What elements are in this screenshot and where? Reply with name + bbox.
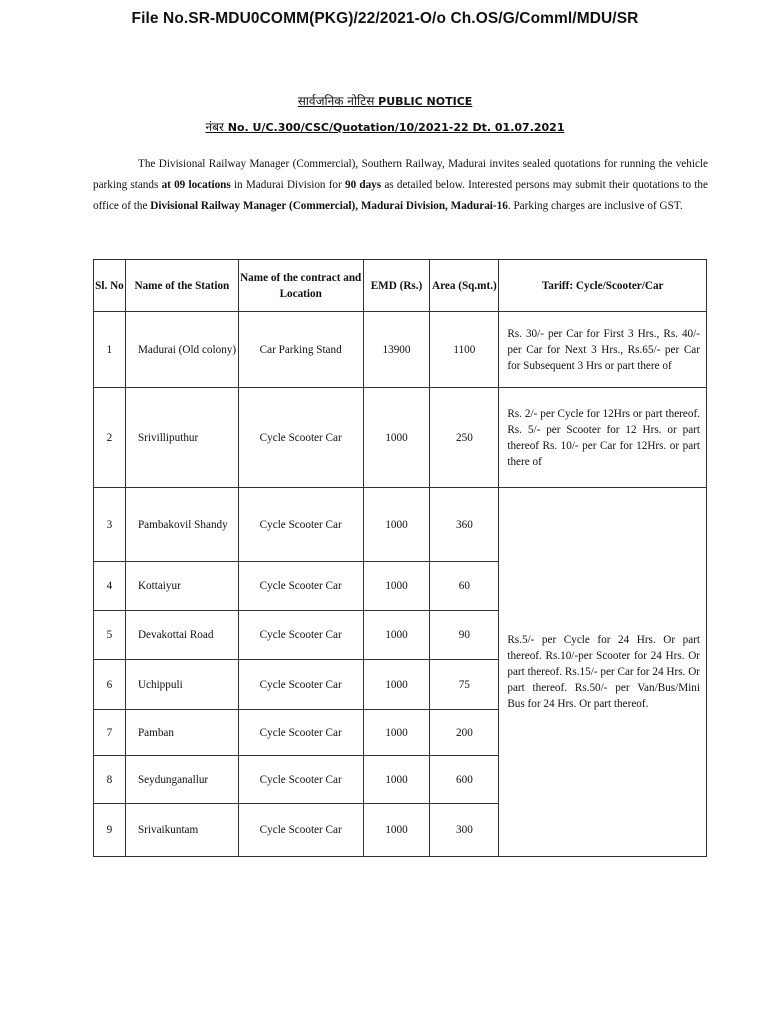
cell-emd: 1000 (363, 710, 430, 756)
cell-emd: 1000 (363, 562, 430, 611)
table-row (94, 312, 707, 388)
cell-contract: Cycle Scooter Car (238, 488, 363, 562)
cell-contract: Cycle Scooter Car (238, 756, 363, 804)
notice-reference (0, 118, 770, 135)
table-row (94, 488, 707, 562)
cell-contract: Cycle Scooter Car (238, 660, 363, 710)
cell-sl: 3 (94, 488, 126, 562)
cell-contract: Cycle Scooter Car (238, 562, 363, 611)
cell-emd: 1000 (363, 756, 430, 804)
intro-text: The Divisional Railway Manager (Commercial), Southern Railway, Madurai invites sealed quotations for running the vehicle parking stands (93, 158, 708, 191)
cell-emd: 1000 (363, 388, 430, 488)
cell-sl: 8 (94, 756, 126, 804)
intro-text: in Madurai Division for (230, 179, 345, 191)
cell-contract: Cycle Scooter Car (238, 611, 363, 660)
cell-area: 600 (430, 756, 499, 804)
cell-contract: Cycle Scooter Car (238, 388, 363, 488)
intro-bold-locations: at 09 locations (161, 179, 231, 191)
cell-area: 75 (430, 660, 499, 710)
cell-contract: Car Parking Stand (238, 312, 363, 388)
cell-station: Pamban (125, 710, 238, 756)
cell-emd: 1000 (363, 488, 430, 562)
cell-contract: Cycle Scooter Car (238, 804, 363, 857)
cell-area: 360 (430, 488, 499, 562)
cell-area: 200 (430, 710, 499, 756)
cell-contract: Cycle Scooter Car (238, 710, 363, 756)
file-number: File No.SR-MDU0COMM(PKG)/22/2021-O/o Ch.OS/G/Comml/MDU/SR (131, 10, 639, 27)
cell-area: 300 (430, 804, 499, 857)
notice-title-hindi: सार्वजनिक नोटिस (297, 94, 375, 108)
intro-bold-office: Divisional Railway Manager (Commercial), Madurai Division, Madurai-16 (150, 200, 508, 212)
notice-ref-number: No. U/C.300/CSC/Quotation/10/2021-22 Dt. 01.07.2021 (227, 121, 565, 134)
header-emd: EMD (Rs.) (363, 260, 430, 312)
table-row (94, 388, 707, 488)
cell-tariff: Rs. 30/- per Car for First 3 Hrs., Rs. 40/- per Car for Next 3 Hrs., Rs.65/- per Car for Subsequent 3 Hrs or part there of (499, 312, 707, 388)
cell-area: 90 (430, 611, 499, 660)
cell-station: Madurai (Old colony) (125, 312, 238, 388)
cell-tariff: Rs. 2/- per Cycle for 12Hrs or part thereof. Rs. 5/- per Scooter for 12 Hrs. or part thereof Rs. 10/- per Car for 12Hrs. or part there of (499, 388, 707, 488)
notice-title-english: PUBLIC NOTICE (378, 95, 473, 108)
header-tariff: Tariff: Cycle/Scooter/Car (499, 260, 707, 312)
cell-emd: 13900 (363, 312, 430, 388)
cell-sl: 2 (94, 388, 126, 488)
cell-sl: 7 (94, 710, 126, 756)
cell-station: Srivilliputhur (125, 388, 238, 488)
cell-station: Kottaiyur (125, 562, 238, 611)
cell-station: Seydunganallur (125, 756, 238, 804)
cell-sl: 5 (94, 611, 126, 660)
notice-title (0, 92, 770, 109)
cell-sl: 4 (94, 562, 126, 611)
intro-text: . Parking charges are inclusive of GST. (507, 200, 683, 212)
cell-emd: 1000 (363, 804, 430, 857)
cell-area: 250 (430, 388, 499, 488)
cell-emd: 1000 (363, 660, 430, 710)
cell-sl: 9 (94, 804, 126, 857)
header-contract: Name of the contract and Location (238, 260, 363, 312)
cell-station: Pambakovil Shandy (125, 488, 238, 562)
table-header-row (94, 260, 707, 312)
header-sl: Sl. No (94, 260, 126, 312)
notice-ref-hindi: नंबर (205, 120, 224, 134)
cell-station: Uchippuli (125, 660, 238, 710)
header-station: Name of the Station (125, 260, 238, 312)
cell-station: Srivaikuntam (125, 804, 238, 857)
intro-paragraph (93, 154, 708, 217)
cell-sl: 1 (94, 312, 126, 388)
cell-area: 60 (430, 562, 499, 611)
cell-station: Devakottai Road (125, 611, 238, 660)
cell-tariff-shared: Rs.5/- per Cycle for 24 Hrs. Or part thereof. Rs.10/-per Scooter for 24 Hrs. Or part thereof. Rs.15/- per Car for 24 Hrs. Or part thereof. Rs.50/- per Van/Bus/Mini Bus for 24 Hrs. Or part thereof. (499, 488, 707, 857)
intro-bold-days: 90 days (344, 179, 382, 191)
parking-locations-table (93, 259, 707, 857)
cell-sl: 6 (94, 660, 126, 710)
header-area: Area (Sq.mt.) (430, 260, 499, 312)
intro-text: as detailed below. Interested persons may submit their quotations to the office of the (93, 179, 708, 212)
cell-emd: 1000 (363, 611, 430, 660)
cell-area: 1100 (430, 312, 499, 388)
